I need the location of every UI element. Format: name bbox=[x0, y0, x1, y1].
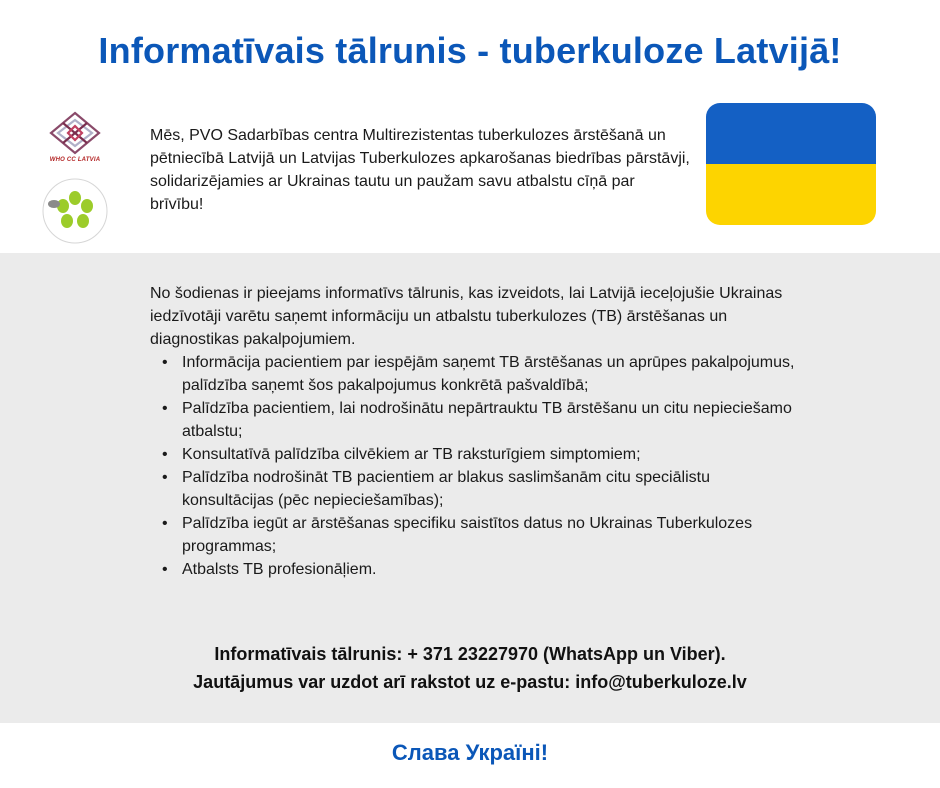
bullet-icon: • bbox=[162, 515, 168, 532]
list-item: • Konsultatīvā palīdzība cilvēkiem ar TB raksturīgiem simptomiem; bbox=[150, 443, 800, 466]
ukraine-flag bbox=[706, 103, 876, 225]
bullet-icon: • bbox=[162, 469, 168, 486]
info-content bbox=[150, 282, 800, 581]
service-list bbox=[150, 351, 800, 581]
bullet-icon: • bbox=[162, 561, 168, 578]
list-item: • Atbalsts TB profesionāļiem. bbox=[150, 558, 800, 581]
who-cc-latvia-logo bbox=[46, 110, 104, 170]
intro-statement: Mēs, PVO Sadarbības centra Multirezistentas tuberkulozes ārstēšanā un pētniecībā Latvijā un Latvijas Tuberkulozes apkarošanas biedrības pārstāvji, solidarizējamies ar Ukrainas tautu un paužam savu atbalstu cīņā par brīvību! bbox=[150, 127, 690, 213]
ltb-association-logo bbox=[40, 176, 110, 246]
who-emblem-icon bbox=[46, 110, 104, 156]
footer-slogan: Слава Україні! bbox=[391, 740, 549, 765]
who-caption: WHO CC LATVIA bbox=[49, 157, 101, 163]
list-item: • Palīdzība iegūt ar ārstēšanas specifiku saistītos datus no Ukrainas Tuberkulozes programmas; bbox=[150, 512, 800, 558]
contact-info bbox=[0, 640, 940, 696]
flag-yellow-stripe bbox=[706, 164, 876, 225]
list-item: • Informācija pacientiem par iespējām saņemt TB ārstēšanas un aprūpes pakalpojumus, palīdzība saņemt šos pakalpojumus konkrētā pašvaldībā; bbox=[150, 351, 800, 397]
list-item: • Palīdzība pacientiem, lai nodrošinātu nepārtrauktu TB ārstēšanu un citu nepieciešamo atbalstu; bbox=[150, 397, 800, 443]
info-paragraph: No šodienas ir pieejams informatīvs tālrunis, kas izveidots, lai Latvijā ieceļojušie Ukrainas iedzīvotāji varētu saņemt informāciju un atbalstu tuberkulozes (TB) ārstēšanas un diagnostikas pakalpojumiem. bbox=[150, 285, 783, 348]
flower-emblem-icon bbox=[40, 176, 110, 246]
page-title: Informatīvais tālrunis - tuberkuloze Latvijā! bbox=[98, 30, 842, 71]
list-item: • Palīdzība nodrošināt TB pacientiem ar blakus saslimšanām citu speciālistu konsultācijas (pēc nepieciešamības); bbox=[150, 466, 800, 512]
bullet-icon: • bbox=[162, 400, 168, 417]
email-line: Jautājumus var uzdot arī rakstot uz e-pastu: info@tuberkuloze.lv bbox=[193, 672, 747, 692]
bullet-icon: • bbox=[162, 354, 168, 371]
flag-blue-stripe bbox=[706, 103, 876, 164]
bullet-icon: • bbox=[162, 446, 168, 463]
phone-line: Informatīvais tālrunis: + 371 23227970 (WhatsApp un Viber). bbox=[214, 644, 726, 664]
